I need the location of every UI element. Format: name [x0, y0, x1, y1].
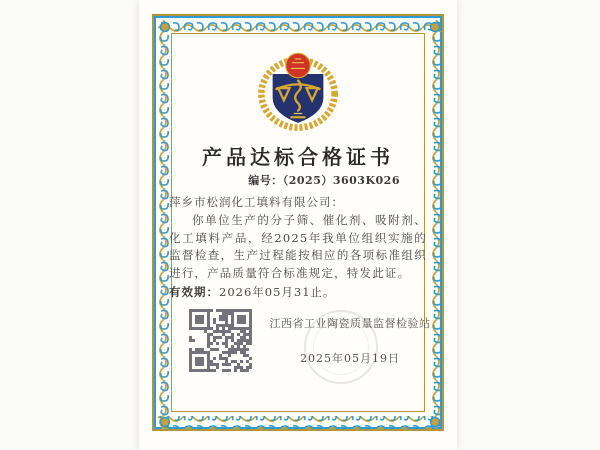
validity-value: 2026年05月31止。: [219, 285, 336, 299]
certificate-number-value: （2025）3603K026: [282, 174, 400, 187]
certificate-number: [169, 172, 400, 188]
issuer-name: 江西省工业陶瓷质量监督检验站: [269, 317, 431, 330]
certificate-page: [139, 0, 457, 450]
certificate-number-label: 编号：: [248, 174, 283, 187]
certificate-title: 产品达标合格证书: [202, 145, 394, 169]
validity-label: 有效期：: [169, 285, 219, 299]
quality-supervision-emblem-icon: [251, 48, 345, 132]
company-name: 萍乡市松润化工填料有限公司：: [169, 195, 344, 209]
qr-code: [189, 309, 252, 372]
certificate-body-text: 你单位生产的分子筛、催化剂、吸附剂、化工填料产品，经2025年我单位组织实施的监督检查，生产过程能按相应的各项标准组织进行，产品质量符合标准规定，特发此证。: [169, 213, 427, 280]
issue-date: 2025年05月19日: [300, 352, 400, 365]
validity-line: [169, 284, 427, 300]
